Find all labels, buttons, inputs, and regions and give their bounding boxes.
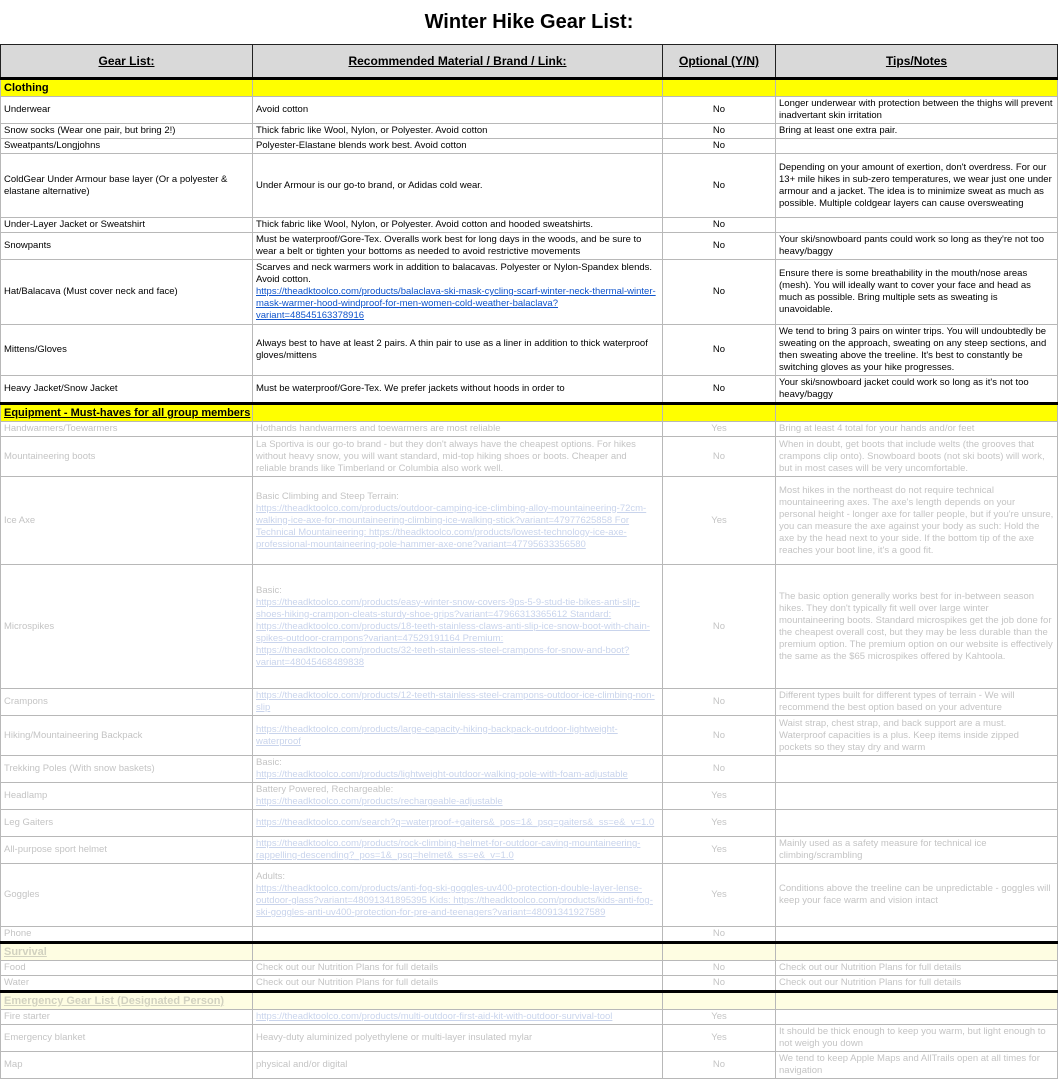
optional-cell: No (663, 961, 776, 976)
product-link[interactable]: https://theadktoolco.com/products/large-capacity-hiking-backpack-outdoor-lightweight-waterproof (256, 723, 618, 747)
material-text: Thick fabric like Wool, Nylon, or Polyester. Avoid cotton (256, 125, 488, 136)
optional-cell: Yes (663, 1010, 776, 1025)
table-row (1, 961, 1058, 976)
material-text: Basic: (256, 584, 282, 596)
gear-table (0, 44, 1058, 1079)
material-cell (253, 1052, 663, 1079)
notes-cell: Mainly used as a safety measure for technical ice climbing/scrambling (776, 837, 1058, 864)
table-row (1, 477, 1058, 565)
optional-cell: No (663, 233, 776, 260)
optional-cell: No (663, 218, 776, 233)
product-link[interactable]: https://theadktoolco.com/products/multi-outdoor-first-aid-kit-with-outdoor-survival-tool (256, 1011, 613, 1022)
product-link[interactable]: https://theadktoolco.com/products/easy-winter-snow-covers-9ps-5-9-stud-tie-bikes-anti-slip-shoes-hiking-crampon-cleats-sturdy-shoe-grips?variant=47966313365612 Standard: https://theadktoolco.com/products/18-teeth-stainless-claws-anti-slip-ice-snow-boot-with-chain-spikes-outdoor-crampons?variant=47529191164 Premium: https://theadktoolco.com/products/32-teeth-stainless-steel-crampons-for-snow-and-boot?variant=48045468489838 (256, 596, 650, 668)
optional-cell: No (663, 1052, 776, 1079)
table-row (1, 864, 1058, 927)
material-cell (253, 864, 663, 927)
section-fill-cell (663, 992, 776, 1010)
table-row (1, 437, 1058, 477)
gear-item-cell: Headlamp (1, 783, 253, 810)
material-cell (253, 689, 663, 716)
header-notes: Tips/Notes (776, 45, 1058, 79)
material-cell (253, 139, 663, 154)
optional-cell: Yes (663, 864, 776, 927)
section-fill-cell (253, 404, 663, 422)
section-fill-cell (776, 404, 1058, 422)
optional-cell: No (663, 716, 776, 756)
gear-item-cell: Sweatpants/Longjohns (1, 139, 253, 154)
table-row (1, 154, 1058, 218)
gear-item-cell: Heavy Jacket/Snow Jacket (1, 376, 253, 404)
material-text: Must be waterproof/Gore-Tex. Overalls work best for long days in the woods, and be sure to wear a belt or tighten your bottoms as needed to avoid restrictive movements (256, 234, 642, 257)
material-text: Thick fabric like Wool, Nylon, or Polyester. Avoid cotton and hooded sweatshirts. (256, 219, 594, 230)
optional-cell: No (663, 756, 776, 783)
table-row (1, 124, 1058, 139)
optional-cell: No (663, 325, 776, 376)
optional-cell: Yes (663, 422, 776, 437)
section-label: Equipment - Must-haves for all group members (1, 404, 253, 422)
notes-cell: When in doubt, get boots that include welts (the grooves that crampons clip onto). Snowboard boots (not ski boots) will work, but in most cases will be very uncomfortable. (776, 437, 1058, 477)
product-link[interactable]: https://theadktoolco.com/products/lightweight-outdoor-walking-pole-with-foam-adjustable (256, 769, 628, 780)
material-cell (253, 325, 663, 376)
gear-item-cell: Snow socks (Wear one pair, but bring 2!) (1, 124, 253, 139)
section-row (1, 404, 1058, 422)
material-text: Check out our Nutrition Plans for full details (256, 962, 439, 973)
material-text: Polyester-Elastane blends work best. Avoid cotton (256, 140, 467, 151)
table-row (1, 139, 1058, 154)
gear-item-cell: Fire starter (1, 1010, 253, 1025)
material-cell (253, 810, 663, 837)
material-text: Adults: (256, 871, 286, 882)
material-text: physical and/or digital (256, 1059, 348, 1070)
product-link[interactable]: https://theadktoolco.com/products/outdoor-camping-ice-climbing-alloy-mountaineering-72cm-walking-ice-axe-for-mountaineering-climbing-ice-walking-stick?variant=47977625858 For Technical Mountaineering: https://theadktoolco.com/products/lowest-technology-ice-axe-professional-mountaineering-pole-hammer-axe-one?variant=47795633356580 (256, 502, 647, 550)
material-text: Always best to have at least 2 pairs. A thin pair to use as a liner in addition to thick waterproof gloves/mittens (256, 338, 648, 361)
gear-item-cell: All-purpose sport helmet (1, 837, 253, 864)
material-cell (253, 437, 663, 477)
optional-cell: No (663, 124, 776, 139)
gear-item-cell: Emergency blanket (1, 1025, 253, 1052)
gear-item-cell: Underwear (1, 97, 253, 124)
material-text: Heavy-duty aluminized polyethylene or multi-layer insulated mylar (256, 1032, 533, 1043)
table-row (1, 233, 1058, 260)
table-row (1, 810, 1058, 837)
material-text: Hothands handwarmers and toewarmers are most reliable (256, 423, 501, 434)
material-cell (253, 376, 663, 404)
optional-cell: No (663, 689, 776, 716)
table-row (1, 97, 1058, 124)
gear-item-cell: Trekking Poles (With snow baskets) (1, 756, 253, 783)
notes-cell (776, 783, 1058, 810)
notes-cell: Most hikes in the northeast do not require technical mountaineering axes. The axe's length depends on your personal height - longer axe for taller people, but if you're unsure, you can measure the axe against your body as such: Hold the axe by the head next to your side. If the bottom tip of the axe reaches your boot line, it's a good fit. (776, 477, 1058, 565)
section-fill-cell (663, 404, 776, 422)
optional-cell: No (663, 927, 776, 943)
notes-cell: We tend to bring 3 pairs on winter trips. You will undoubtedly be sweating on the approach, sweating on any steep sections, and then sweating above the treeline. It's best to constantly be switching gloves as your hike progresses. (776, 325, 1058, 376)
section-row (1, 79, 1058, 97)
table-row (1, 716, 1058, 756)
product-link[interactable]: https://theadktoolco.com/products/12-teeth-stainless-steel-crampons-outdoor-ice-climbing-non-slip (256, 690, 655, 713)
document-title: Winter Hike Gear List: (424, 11, 634, 33)
notes-cell: Bring at least 4 total for your hands and/or feet (776, 422, 1058, 437)
material-cell (253, 154, 663, 218)
section-fill-cell (776, 943, 1058, 961)
material-cell (253, 927, 663, 943)
table-row (1, 325, 1058, 376)
table-row (1, 1052, 1058, 1079)
gear-item-cell: Mittens/Gloves (1, 325, 253, 376)
notes-cell: Longer underwear with protection between the thighs will prevent inadvertant skin irritation (776, 97, 1058, 124)
table-row (1, 783, 1058, 810)
notes-cell: Ensure there is some breathability in the mouth/nose areas (mesh). You will ideally want to cover your face and head as much as possible. Bring multiple sets as sweating is unavoidable. (776, 260, 1058, 325)
notes-cell: Depending on your amount of exertion, don't overdress. For our 13+ mile hikes in sub-zero temperatures, we wear just one under armour and a jacket. The idea is to minimize sweat as much as possible. Multiple coldgear layers can cause oversweating (776, 154, 1058, 218)
gear-item-cell: Under-Layer Jacket or Sweatshirt (1, 218, 253, 233)
material-cell (253, 218, 663, 233)
material-cell (253, 976, 663, 992)
header-optional: Optional (Y/N) (663, 45, 776, 79)
gear-item-cell: Crampons (1, 689, 253, 716)
section-fill-cell (253, 943, 663, 961)
notes-cell: Your ski/snowboard pants could work so long as they're not too heavy/baggy (776, 233, 1058, 260)
material-cell (253, 477, 663, 565)
material-text: La Sportiva is our go-to brand - but they don't always have the cheapest options. For hikes without heavy snow, you will want standard, mid-top hiking shoes or boots. Cheaper and reliable brands like Timberland or Columbia also work well. (256, 438, 636, 474)
gear-item-cell: Water (1, 976, 253, 992)
notes-cell: Conditions above the treeline can be unpredictable - goggles will keep your face warm and vision intact (776, 864, 1058, 927)
table-row (1, 837, 1058, 864)
optional-cell: Yes (663, 810, 776, 837)
header-material: Recommended Material / Brand / Link: (253, 45, 663, 79)
table-row (1, 422, 1058, 437)
material-text: Avoid cotton (256, 104, 309, 115)
material-cell (253, 1025, 663, 1052)
optional-cell: No (663, 565, 776, 689)
gear-item-cell: Ice Axe (1, 477, 253, 565)
gear-item-cell: Hat/Balacava (Must cover neck and face) (1, 260, 253, 325)
notes-cell: It should be thick enough to keep you warm, but light enough to not weigh you down (776, 1025, 1058, 1052)
section-fill-cell (253, 79, 663, 97)
gear-item-cell: ColdGear Under Armour base layer (Or a polyester & elastane alternative) (1, 154, 253, 218)
gear-item-cell: Snowpants (1, 233, 253, 260)
optional-cell: No (663, 154, 776, 218)
material-cell (253, 97, 663, 124)
material-cell (253, 124, 663, 139)
table-row (1, 689, 1058, 716)
material-text: Basic Climbing and Steep Terrain: (256, 490, 399, 502)
notes-cell (776, 810, 1058, 837)
gear-item-cell: Goggles (1, 864, 253, 927)
table-row (1, 1010, 1058, 1025)
material-text: Battery Powered, Rechargeable: (256, 784, 394, 795)
material-text: Basic: (256, 757, 282, 768)
optional-cell: No (663, 437, 776, 477)
optional-cell: No (663, 976, 776, 992)
section-fill-cell (663, 79, 776, 97)
section-row (1, 943, 1058, 961)
gear-item-cell: Map (1, 1052, 253, 1079)
notes-cell (776, 927, 1058, 943)
material-text: Scarves and neck warmers work in addition to balacavas. Polyester or Nylon-Spandex blends. Avoid cotton. (256, 262, 653, 285)
table-row (1, 260, 1058, 325)
notes-cell: Check out our Nutrition Plans for full details (776, 961, 1058, 976)
section-fill-cell (253, 992, 663, 1010)
optional-cell: No (663, 260, 776, 325)
notes-cell (776, 1010, 1058, 1025)
table-row (1, 376, 1058, 404)
material-cell (253, 233, 663, 260)
material-cell (253, 716, 663, 756)
section-row (1, 992, 1058, 1010)
table-row (1, 1025, 1058, 1052)
notes-cell: The basic option generally works best for in-between season hikes. They don't typically fit well over large winter mountaineering boots. Standard microspikes get the job done for the cheapest overall cost, but they may be less durable than the premium option. The premium option on our website is effectively the same as the $65 microspikes offered by Kahtoola. (776, 565, 1058, 689)
section-label: Survival (1, 943, 253, 961)
gear-item-cell: Hiking/Mountaineering Backpack (1, 716, 253, 756)
table-row (1, 927, 1058, 943)
optional-cell: No (663, 97, 776, 124)
product-link[interactable]: https://theadktoolco.com/products/balaclava-ski-mask-cycling-scarf-winter-neck-thermal-winter-mask-warmer-hood-windproof-for-men-women-cold-weather-balaclava?variant=48545163378916 (256, 286, 656, 321)
material-cell (253, 260, 663, 325)
gear-item-cell: Mountaineering boots (1, 437, 253, 477)
material-text: Must be waterproof/Gore-Tex. We prefer jackets without hoods in order to (256, 383, 565, 394)
section-fill-cell (663, 943, 776, 961)
material-cell (253, 756, 663, 783)
header-gear-list: Gear List: (1, 45, 253, 79)
notes-cell: Waist strap, chest strap, and back support are a must. Waterproof capacities is a plus. Keep items inside zipped pockets so they stay dry and warm (776, 716, 1058, 756)
material-cell (253, 565, 663, 689)
material-cell (253, 783, 663, 810)
section-fill-cell (776, 79, 1058, 97)
material-cell (253, 961, 663, 976)
gear-item-cell: Handwarmers/Toewarmers (1, 422, 253, 437)
notes-cell: Check out our Nutrition Plans for full details (776, 976, 1058, 992)
optional-cell: Yes (663, 837, 776, 864)
product-link[interactable]: https://theadktoolco.com/products/rock-climbing-helmet-for-outdoor-caving-mountaineering-rappelling-descending?_pos=1&_psq=helmet&_ss=e&_v=1.0 (256, 838, 641, 861)
optional-cell: No (663, 376, 776, 404)
notes-cell: We tend to keep Apple Maps and AllTrails open at all times for navigation (776, 1052, 1058, 1079)
optional-cell: No (663, 139, 776, 154)
section-label: Clothing (1, 79, 253, 97)
table-row (1, 218, 1058, 233)
material-text: Under Armour is our go-to brand, or Adidas cold wear. (256, 179, 483, 191)
material-cell (253, 422, 663, 437)
optional-cell: Yes (663, 477, 776, 565)
table-row (1, 756, 1058, 783)
material-cell (253, 1010, 663, 1025)
section-fill-cell (776, 992, 1058, 1010)
product-link[interactable]: https://theadktoolco.com/products/anti-fog-ski-goggles-uv400-protection-double-layer-lense-outdoor-glass?variant=48091341895395 Kids: https://theadktoolco.com/products/kids-anti-fog-ski-goggles-anti-uv400-protection-for-pre-and-teenagers?variant=48091341927589 (256, 883, 653, 918)
section-label: Emergency Gear List (Designated Person) (1, 992, 253, 1010)
material-text: Check out our Nutrition Plans for full details (256, 977, 439, 988)
product-link[interactable]: https://theadktoolco.com/products/rechargeable-adjustable (256, 796, 503, 807)
product-link[interactable]: https://theadktoolco.com/search?q=waterproof-+gaiters&_pos=1&_psq=gaiters&_ss=e&_v=1.0 (256, 817, 655, 828)
notes-cell: Your ski/snowboard jacket could work so long as it's not too heavy/baggy (776, 376, 1058, 404)
table-row (1, 976, 1058, 992)
optional-cell: Yes (663, 783, 776, 810)
optional-cell: Yes (663, 1025, 776, 1052)
notes-cell (776, 139, 1058, 154)
table-row (1, 565, 1058, 689)
gear-item-cell: Microspikes (1, 565, 253, 689)
notes-cell: Bring at least one extra pair. (776, 124, 1058, 139)
material-cell (253, 837, 663, 864)
gear-item-cell: Food (1, 961, 253, 976)
gear-item-cell: Phone (1, 927, 253, 943)
notes-cell (776, 218, 1058, 233)
gear-item-cell: Leg Gaiters (1, 810, 253, 837)
notes-cell (776, 756, 1058, 783)
notes-cell: Different types built for different types of terrain - We will recommend the best option based on your adventure (776, 689, 1058, 716)
header-row (1, 45, 1058, 79)
